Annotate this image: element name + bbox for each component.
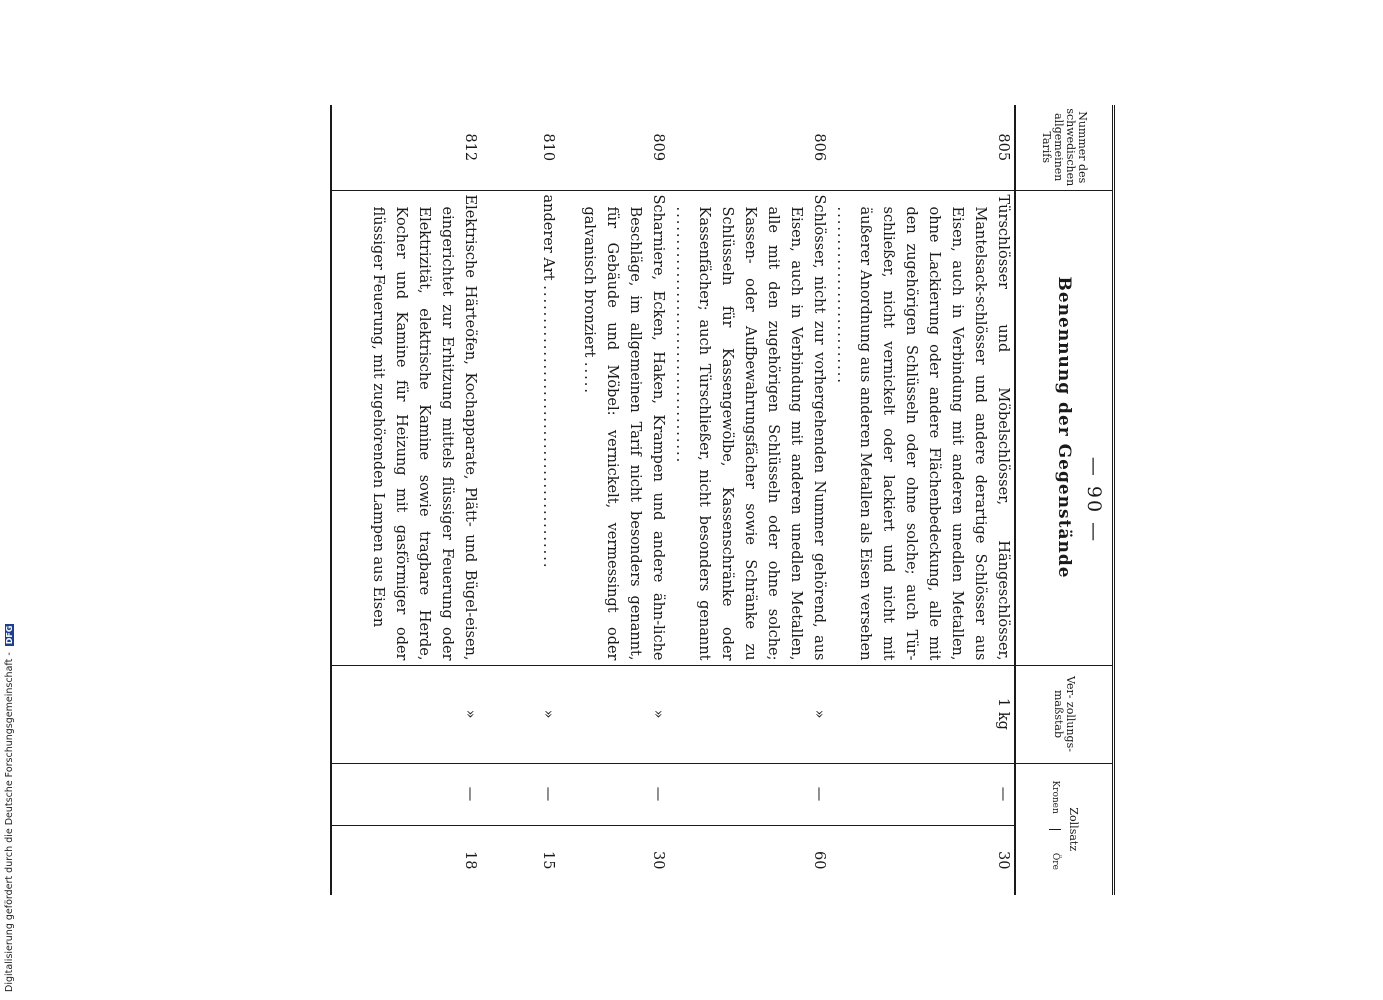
row-number: 810 (540, 133, 556, 162)
header-rate (1015, 763, 1114, 895)
table-body (331, 105, 1015, 895)
row-number: 806 (811, 133, 827, 162)
row-kronen: — (830, 763, 1015, 825)
row-oere: 60 (669, 825, 830, 895)
row-oere: 18 (331, 825, 481, 895)
row-leader-dots: ..... (581, 361, 597, 395)
row-leader-dots: ....................................... (673, 206, 689, 465)
header-oere: Öre (1050, 852, 1060, 870)
page-number: — 90 — (1083, 456, 1105, 544)
digitization-note-text: Digitalisierung gefördert durch die Deutsche Forschungsgemeinschaft - (4, 652, 15, 992)
dfg-logo: DFG (5, 625, 14, 645)
header-name: Benennung der Gegenstände (1015, 190, 1114, 665)
tariff-table (330, 105, 1115, 895)
row-leader-dots: ........................................... (540, 285, 556, 570)
row-description (669, 190, 830, 665)
row-description-text (669, 195, 830, 661)
row-description-words: Elektrische Härteöfen, Kochapparate, Plätt- und Bügel-eisen, eingerichtet zur Erhitzung mittels flüssiger Feuerung oder Elektrizität, elektrische Kamine sowie tragbare Herde, Kocher und Kamine für Heizung mit gasförmiger oder flüssiger Feuerung, mit zugehörenden Lampen aus Eisen (370, 194, 478, 661)
row-unit: » (669, 665, 830, 763)
digitization-note (4, 624, 15, 992)
row-description (830, 190, 1015, 665)
row-description-text (536, 195, 559, 661)
row-description-words: anderer Art (540, 194, 556, 281)
row-unit: » (331, 665, 481, 763)
row-description-words: Schlösser, nicht zur vorhergehenden Nummer gehörend, aus Eisen, auch in Verbindung mit anderen unedlen Metallen, alle mit den zugehörigen Schlüsseln oder ohne solche; Kassen- oder Aufbewahrungsfächer sowie Schränke zu Schlüsseln für Kassengewölbe, Kassenschränke oder Kassenfächer; auch Türschließer, nicht besonders genannt (696, 194, 827, 661)
table-header-row (1015, 105, 1114, 895)
row-description-text (577, 195, 669, 661)
table-row (481, 105, 559, 895)
table-row (669, 105, 830, 895)
header-kronen: Kronen (1049, 766, 1061, 830)
row-description (559, 190, 669, 665)
row-unit: » (559, 665, 669, 763)
table-row (830, 105, 1015, 895)
row-leader-dots: ........................... (834, 206, 850, 385)
document-page (210, 105, 1115, 895)
header-number: Nummer des schwedischen allgemeinen Tarifs (1015, 105, 1114, 190)
row-description-text (366, 195, 481, 661)
row-description-words: Scharniere, Ecken, Haken, Krampen und andere ähn-liche Beschläge, im allgemeinen Tarif nicht besonders genannt, für Gebäude und Möbel: vernickelt, vermessingt oder galvanisch bronziert (581, 194, 666, 661)
row-description (331, 190, 481, 665)
row-unit: 1 kg (830, 665, 1015, 763)
row-number: 809 (650, 133, 666, 162)
table-row (331, 105, 481, 895)
table-row (559, 105, 669, 895)
row-description-text (830, 195, 1014, 661)
row-description (481, 190, 559, 665)
row-oere: 30 (830, 825, 1015, 895)
row-kronen: — (331, 763, 481, 825)
row-oere: 15 (481, 825, 559, 895)
header-rate-subheads (1049, 766, 1061, 894)
row-kronen: — (669, 763, 830, 825)
row-description-words: Türschlösser und Möbelschlösser, Hängeschlösser, Mantelsack-schlösser und andere derartige Schlösser aus Eisen, auch in Verbindung mit anderen unedlen Metallen, ohne Lackierung oder andere Flächenbedeckung, alle mit den zugehörigen Schlüsseln oder ohne solche; auch Tür-schließer, nicht vernickelt oder lackiert und nicht mit äußerer Anordnung aus anderen Metallen als Eisen versehen (857, 194, 1011, 661)
row-kronen: — (559, 763, 669, 825)
row-number: 812 (462, 133, 478, 162)
header-rate-label: Zollsatz (1067, 807, 1080, 852)
header-unit: Ver- zollungs- maßstab (1015, 665, 1114, 763)
row-kronen: — (481, 763, 559, 825)
row-number: 805 (995, 133, 1011, 162)
row-oere: 30 (559, 825, 669, 895)
row-unit: » (481, 665, 559, 763)
